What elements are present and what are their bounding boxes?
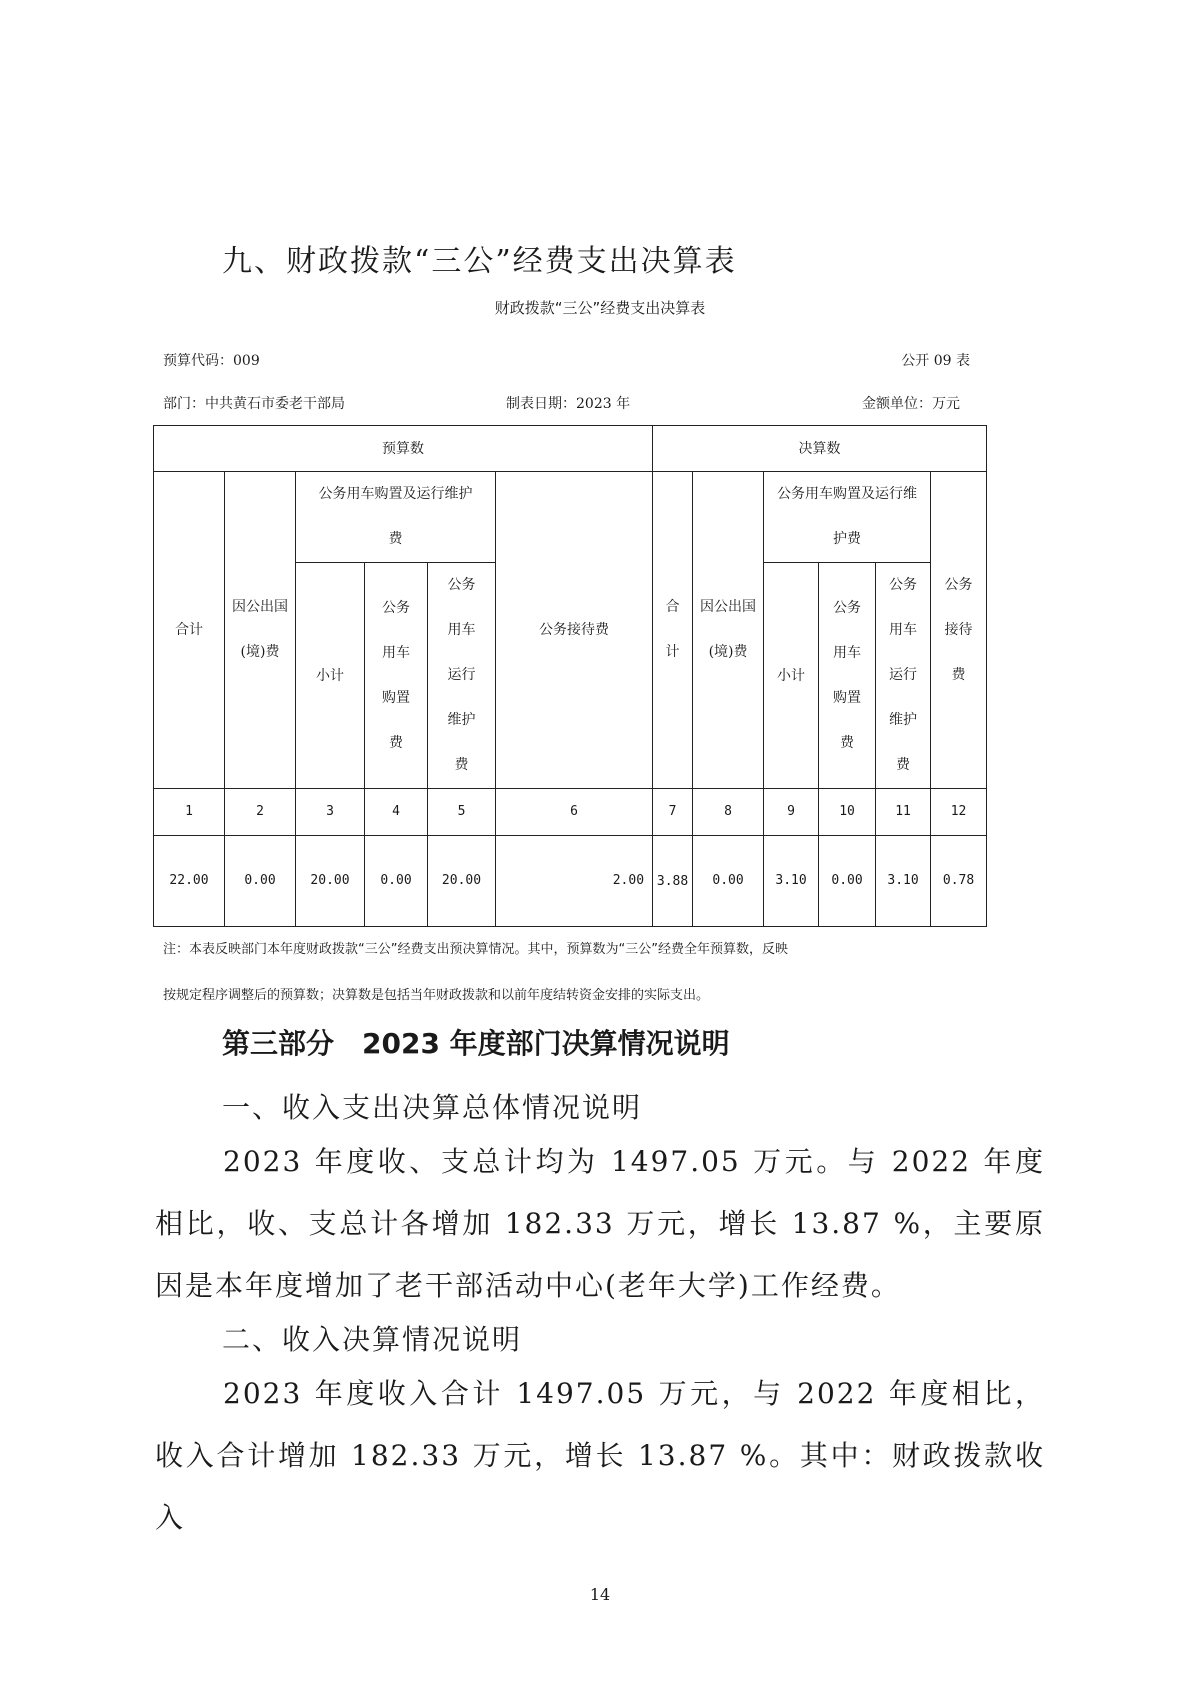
column-number: 7	[653, 789, 693, 836]
column-number: 11	[876, 789, 931, 836]
column-number: 5	[428, 789, 496, 836]
three-public-expenses-table	[153, 425, 987, 927]
header-purchase-final: 公务用车购置费	[819, 563, 876, 789]
value-budget-total: 22.00	[154, 836, 225, 927]
header-total: 合计	[154, 472, 225, 789]
value-final-vehicle-operate: 3.10	[876, 836, 931, 927]
value-final-abroad: 0.00	[693, 836, 764, 927]
column-number: 2	[225, 789, 296, 836]
column-number: 10	[819, 789, 876, 836]
budget-code: 预算代码：009	[163, 353, 260, 369]
page-number: 14	[589, 1585, 611, 1604]
header-operate-final: 公务用车运行维护费	[876, 563, 931, 789]
paragraph-overview	[155, 1131, 1045, 1317]
column-number: 3	[296, 789, 365, 836]
header-vehicle: 公务用车购置及运行维护费	[296, 472, 496, 563]
column-number: 4	[365, 789, 428, 836]
part-title: 第三部分 2023 年度部门决算情况说明	[222, 1027, 730, 1060]
value-final-total: 3.88	[653, 836, 693, 927]
column-number: 9	[764, 789, 819, 836]
form-number: 公开 09 表	[901, 353, 970, 369]
column-number: 6	[496, 789, 653, 836]
heading-income-details: 二、收入决算情况说明	[222, 1323, 523, 1356]
value-final-vehicle-purchase: 0.00	[819, 836, 876, 927]
value-final-vehicle-subtotal: 3.10	[764, 836, 819, 927]
column-number: 1	[154, 789, 225, 836]
budget-group-header: 预算数	[154, 426, 653, 472]
header-vehicle-final: 公务用车购置及运行维护费	[764, 472, 931, 563]
header-subtotal-final: 小计	[764, 563, 819, 789]
heading-income-expenditure-overview: 一、收入支出决算总体情况说明	[222, 1091, 643, 1124]
column-number: 8	[693, 789, 764, 836]
value-budget-vehicle-subtotal: 20.00	[296, 836, 365, 927]
header-reception-final: 公务接待费	[931, 472, 987, 789]
paragraph-income-text: 2023 年度收入合计 1497.05 万元，与 2022 年度相比，收入合计增加 182.33 万元，增长 13.87 %。其中：财政拨款收入	[155, 1377, 1045, 1534]
paragraph-overview-text: 2023 年度收、支总计均为 1497.05 万元。与 2022 年度相比，收、支总计各增加 182.33 万元，增长 13.87 %，主要原因是本年度增加了老干部活动中心(老年大学)工作经费。	[155, 1145, 1045, 1302]
header-operate: 公务用车运行维护费	[428, 563, 496, 789]
value-final-reception: 0.78	[931, 836, 987, 927]
table-note-line-2: 按规定程序调整后的预算数；决算数是包括当年财政拨款和以前年度结转资金安排的实际支出。	[163, 988, 710, 1003]
header-abroad-final: 因公出国(境)费	[693, 472, 764, 789]
header-purchase: 公务用车购置费	[365, 563, 428, 789]
table-title: 财政拨款“三公”经费支出决算表	[494, 299, 706, 317]
header-subtotal: 小计	[296, 563, 365, 789]
value-budget-reception: 2.00	[496, 836, 653, 927]
value-budget-vehicle-purchase: 0.00	[365, 836, 428, 927]
table-note-line-1: 注：本表反映部门本年度财政拨款“三公”经费支出预决算情况。其中，预算数为“三公”经费全年预算数，反映	[163, 942, 788, 957]
section-title: 九、财政拨款“三公”经费支出决算表	[222, 244, 737, 279]
value-budget-vehicle-operate: 20.00	[428, 836, 496, 927]
column-number: 12	[931, 789, 987, 836]
final-group-header: 决算数	[653, 426, 987, 472]
header-reception: 公务接待费	[496, 472, 653, 789]
department-label: 部门：中共黄石市委老干部局	[163, 396, 345, 412]
report-date: 制表日期：2023 年	[506, 396, 631, 412]
header-total-final: 合计	[653, 472, 693, 789]
value-budget-abroad: 0.00	[225, 836, 296, 927]
paragraph-income	[155, 1363, 1045, 1549]
amount-unit: 金额单位：万元	[862, 396, 960, 412]
header-abroad: 因公出国(境)费	[225, 472, 296, 789]
